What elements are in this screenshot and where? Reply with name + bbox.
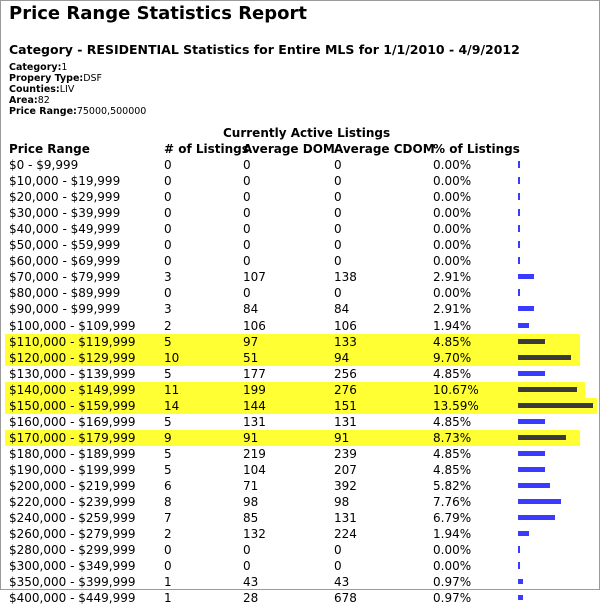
cell-listings-count: 0	[164, 254, 172, 269]
table-row	[1, 494, 599, 510]
cell-listings-count: 0	[164, 174, 172, 189]
cell-price-range: $50,000 - $59,999	[9, 238, 121, 253]
cell-average-cdom: 207	[334, 462, 357, 477]
cell-listings-count: 0	[164, 190, 172, 205]
table-row	[1, 269, 599, 285]
table-row	[1, 446, 599, 462]
cell-price-range: $20,000 - $29,999	[9, 190, 121, 205]
cell-price-range: $280,000 - $299,999	[9, 543, 136, 558]
share-bar	[518, 546, 520, 553]
cell-percent-listings: 0.00%	[433, 190, 472, 205]
table-row	[1, 414, 599, 430]
cell-listings-count: 7	[164, 511, 172, 526]
share-bar	[518, 323, 529, 328]
cell-percent-listings: 0.00%	[433, 222, 472, 237]
cell-price-range: $220,000 - $239,999	[9, 495, 136, 510]
table-row	[1, 574, 599, 590]
cell-average-cdom: 131	[334, 414, 357, 429]
cell-average-dom: 91	[243, 430, 259, 445]
cell-average-dom: 51	[243, 350, 259, 365]
cell-listings-count: 0	[164, 238, 172, 253]
cell-price-range: $260,000 - $279,999	[9, 527, 136, 542]
header-average-cdom: Average CDOM	[334, 142, 435, 156]
cell-listings-count: 0	[164, 559, 172, 574]
table-row	[1, 205, 599, 221]
cell-percent-listings: 0.00%	[433, 158, 472, 172]
cell-percent-listings: 1.94%	[433, 318, 472, 333]
share-bar	[518, 257, 520, 264]
share-bar	[518, 403, 593, 408]
table-row	[1, 253, 599, 269]
cell-listings-count: 0	[164, 286, 172, 301]
table-row	[1, 189, 599, 205]
cell-listings-count: 11	[164, 382, 180, 397]
cell-price-range: $300,000 - $349,999	[9, 559, 136, 574]
cell-average-cdom: 43	[334, 575, 350, 590]
cell-listings-count: 5	[164, 446, 172, 461]
cell-average-cdom: 131	[334, 511, 357, 526]
meta-area: Area:82	[9, 95, 50, 106]
cell-price-range: $350,000 - $399,999	[9, 575, 136, 590]
cell-average-dom: 85	[243, 511, 259, 526]
cell-price-range: $160,000 - $169,999	[9, 414, 136, 429]
cell-percent-listings: 4.85%	[433, 334, 472, 349]
cell-percent-listings: 0.00%	[433, 206, 472, 221]
cell-average-cdom: 0	[334, 158, 342, 172]
cell-average-dom: 0	[243, 286, 251, 301]
cell-average-cdom: 0	[334, 206, 342, 221]
table-row	[1, 526, 599, 542]
meta-category: Category:1	[9, 62, 68, 73]
cell-listings-count: 10	[164, 350, 180, 365]
cell-average-dom: 28	[243, 591, 259, 606]
cell-listings-count: 3	[164, 302, 172, 317]
cell-average-cdom: 138	[334, 270, 357, 285]
cell-price-range: $190,000 - $199,999	[9, 462, 136, 477]
cell-percent-listings: 10.67%	[433, 382, 479, 397]
cell-average-cdom: 239	[334, 446, 357, 461]
cell-average-cdom: 91	[334, 430, 350, 445]
cell-average-cdom: 0	[334, 222, 342, 237]
cell-average-dom: 177	[243, 366, 266, 381]
cell-price-range: $400,000 - $449,999	[9, 591, 136, 606]
cell-listings-count: 5	[164, 462, 172, 477]
table-row	[1, 350, 599, 366]
cell-percent-listings: 0.00%	[433, 286, 472, 301]
section-title: Currently Active Listings	[223, 126, 391, 140]
cell-price-range: $70,000 - $79,999	[9, 270, 121, 285]
cell-average-dom: 0	[243, 238, 251, 253]
share-bar	[518, 531, 529, 536]
table-row	[1, 221, 599, 237]
share-bar	[518, 451, 545, 456]
cell-average-dom: 106	[243, 318, 266, 333]
cell-average-dom: 132	[243, 527, 266, 542]
cell-average-cdom: 0	[334, 286, 342, 301]
cell-listings-count: 2	[164, 318, 172, 333]
cell-average-dom: 0	[243, 222, 251, 237]
cell-percent-listings: 0.00%	[433, 559, 472, 574]
share-bar	[518, 419, 545, 424]
cell-average-dom: 219	[243, 446, 266, 461]
share-bar	[518, 289, 520, 296]
cell-average-cdom: 84	[334, 302, 350, 317]
cell-percent-listings: 2.91%	[433, 302, 472, 317]
cell-average-dom: 0	[243, 174, 251, 189]
cell-average-dom: 0	[243, 206, 251, 221]
cell-average-dom: 144	[243, 398, 266, 413]
cell-average-dom: 0	[243, 158, 251, 172]
header-price-range: Price Range	[9, 142, 90, 156]
cell-average-cdom: 94	[334, 350, 350, 365]
share-bar	[518, 387, 577, 392]
table-row	[1, 510, 599, 526]
table-row	[1, 462, 599, 478]
cell-percent-listings: 0.97%	[433, 575, 472, 590]
cell-average-dom: 0	[243, 190, 251, 205]
cell-price-range: $180,000 - $189,999	[9, 446, 136, 461]
cell-average-cdom: 151	[334, 398, 357, 413]
table-row	[1, 285, 599, 301]
table-row	[1, 558, 599, 574]
cell-percent-listings: 0.00%	[433, 174, 472, 189]
meta-counties: Counties:LIV	[9, 84, 75, 95]
table-row	[1, 430, 599, 446]
cell-price-range: $90,000 - $99,999	[9, 302, 121, 317]
cell-price-range: $80,000 - $89,999	[9, 286, 121, 301]
cell-average-cdom: 678	[334, 591, 357, 606]
share-bar	[518, 371, 545, 376]
cell-listings-count: 0	[164, 206, 172, 221]
cell-average-dom: 98	[243, 495, 259, 510]
share-bar	[518, 193, 520, 200]
table-row	[1, 382, 599, 398]
cell-price-range: $200,000 - $219,999	[9, 479, 136, 493]
cell-average-cdom: 133	[334, 334, 357, 349]
cell-percent-listings: 6.79%	[433, 511, 472, 526]
table-row	[1, 334, 599, 350]
header-percent-listings: % of Listings	[433, 142, 520, 156]
meta-price-range: Price Range:75000,500000	[9, 106, 147, 117]
cell-price-range: $60,000 - $69,999	[9, 254, 121, 269]
share-bar	[518, 499, 561, 504]
table-row	[1, 542, 599, 558]
cell-price-range: $140,000 - $149,999	[9, 382, 136, 397]
cell-price-range: $110,000 - $119,999	[9, 334, 136, 349]
share-bar	[518, 579, 523, 584]
cell-listings-count: 5	[164, 366, 172, 381]
share-bar	[518, 306, 534, 311]
share-bar	[518, 209, 520, 216]
header-average-dom: Average DOM	[243, 142, 335, 156]
cell-price-range: $0 - $9,999	[9, 158, 79, 172]
cell-average-dom: 0	[243, 254, 251, 269]
cell-percent-listings: 4.85%	[433, 366, 472, 381]
table-row	[1, 237, 599, 253]
share-bar	[518, 595, 523, 600]
cell-average-cdom: 106	[334, 318, 357, 333]
share-bar	[518, 467, 545, 472]
share-bar	[518, 562, 520, 569]
cell-listings-count: 1	[164, 575, 172, 590]
cell-price-range: $120,000 - $129,999	[9, 350, 136, 365]
cell-price-range: $40,000 - $49,999	[9, 222, 121, 237]
cell-percent-listings: 5.82%	[433, 479, 472, 493]
cell-percent-listings: 8.73%	[433, 430, 472, 445]
cell-percent-listings: 7.76%	[433, 495, 472, 510]
meta-property-type: Propery Type:DSF	[9, 73, 103, 84]
cell-average-dom: 84	[243, 302, 259, 317]
report-title: Price Range Statistics Report	[9, 3, 307, 24]
share-bar	[518, 274, 534, 279]
cell-listings-count: 0	[164, 222, 172, 237]
share-bar	[518, 225, 520, 232]
cell-percent-listings: 13.59%	[433, 398, 479, 413]
cell-listings-count: 14	[164, 398, 180, 413]
header-listings-count: # of Listings	[164, 142, 249, 156]
table-row	[1, 478, 599, 494]
share-bar	[518, 161, 520, 168]
share-bar	[518, 435, 566, 440]
share-bar	[518, 483, 550, 488]
cell-price-range: $30,000 - $39,999	[9, 206, 121, 221]
cell-average-dom: 199	[243, 382, 266, 397]
cell-listings-count: 2	[164, 527, 172, 542]
cell-average-dom: 0	[243, 543, 251, 558]
category-line: Category - RESIDENTIAL Statistics for Entire MLS for 1/1/2010 - 4/9/2012	[9, 42, 520, 57]
cell-price-range: $240,000 - $259,999	[9, 511, 136, 526]
cell-price-range: $100,000 - $109,999	[9, 318, 136, 333]
cell-average-dom: 104	[243, 462, 266, 477]
cell-listings-count: 0	[164, 543, 172, 558]
table-row	[1, 590, 599, 606]
cell-average-dom: 107	[243, 270, 266, 285]
cell-average-dom: 97	[243, 334, 259, 349]
cell-listings-count: 8	[164, 495, 172, 510]
cell-price-range: $130,000 - $139,999	[9, 366, 136, 381]
cell-average-cdom: 224	[334, 527, 357, 542]
cell-average-dom: 0	[243, 559, 251, 574]
share-bar	[518, 515, 555, 520]
cell-listings-count: 5	[164, 414, 172, 429]
cell-average-cdom: 98	[334, 495, 350, 510]
cell-listings-count: 1	[164, 591, 172, 606]
share-bar	[518, 355, 571, 360]
cell-price-range: $10,000 - $19,999	[9, 174, 121, 189]
cell-average-cdom: 0	[334, 543, 342, 558]
cell-percent-listings: 0.00%	[433, 543, 472, 558]
cell-average-cdom: 256	[334, 366, 357, 381]
share-bar	[518, 177, 520, 184]
cell-average-cdom: 0	[334, 254, 342, 269]
cell-average-cdom: 0	[334, 174, 342, 189]
table-row	[1, 157, 599, 173]
cell-average-cdom: 0	[334, 238, 342, 253]
cell-average-dom: 131	[243, 414, 266, 429]
cell-listings-count: 6	[164, 479, 172, 493]
cell-average-cdom: 0	[334, 190, 342, 205]
cell-percent-listings: 0.00%	[433, 238, 472, 253]
share-bar	[518, 241, 520, 248]
cell-listings-count: 0	[164, 158, 172, 172]
cell-average-dom: 71	[243, 479, 259, 493]
share-bar	[518, 339, 545, 344]
cell-percent-listings: 2.91%	[433, 270, 472, 285]
table-row	[1, 398, 599, 414]
cell-average-cdom: 0	[334, 559, 342, 574]
cell-listings-count: 3	[164, 270, 172, 285]
cell-percent-listings: 9.70%	[433, 350, 472, 365]
table-row	[1, 301, 599, 317]
cell-percent-listings: 0.00%	[433, 254, 472, 269]
table-row	[1, 366, 599, 382]
cell-price-range: $170,000 - $179,999	[9, 430, 136, 445]
cell-listings-count: 9	[164, 430, 172, 445]
cell-price-range: $150,000 - $159,999	[9, 398, 136, 413]
table-row	[1, 318, 599, 334]
cell-percent-listings: 4.85%	[433, 414, 472, 429]
cell-percent-listings: 1.94%	[433, 527, 472, 542]
cell-percent-listings: 4.85%	[433, 462, 472, 477]
cell-listings-count: 5	[164, 334, 172, 349]
table-row	[1, 173, 599, 189]
cell-percent-listings: 4.85%	[433, 446, 472, 461]
cell-average-cdom: 392	[334, 479, 357, 493]
cell-average-dom: 43	[243, 575, 259, 590]
cell-percent-listings: 0.97%	[433, 591, 472, 606]
cell-average-cdom: 276	[334, 382, 357, 397]
